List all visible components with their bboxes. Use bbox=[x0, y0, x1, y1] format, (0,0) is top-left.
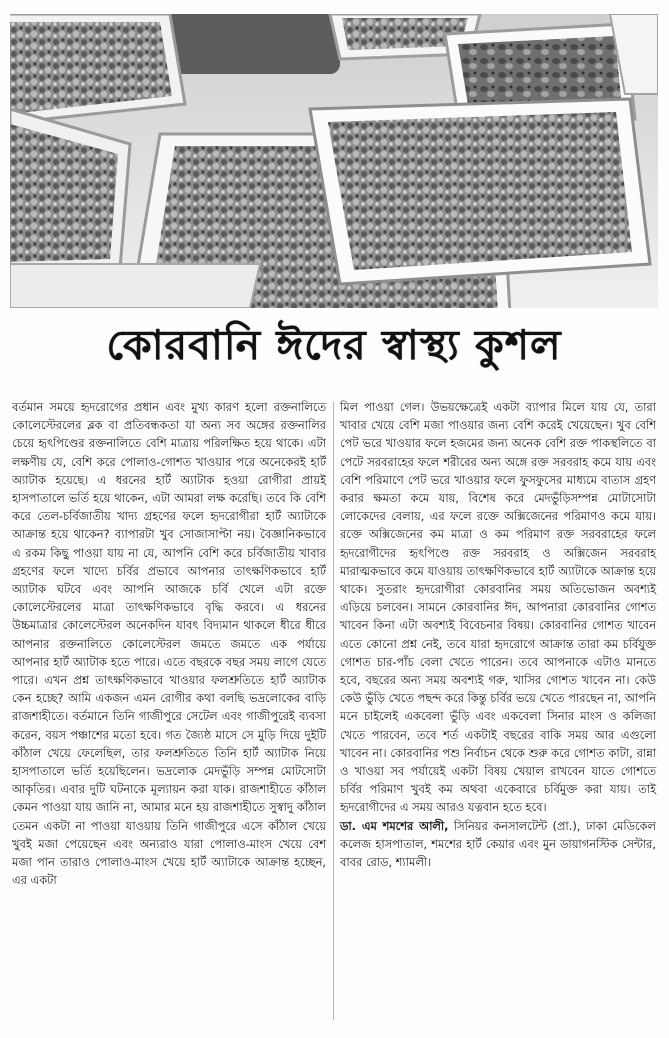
author-name: ডা. এম শমশের আলী, bbox=[340, 818, 449, 833]
food-trays-photo bbox=[10, 14, 658, 308]
headline-box bbox=[10, 312, 658, 384]
article-column-left bbox=[12, 398, 326, 889]
article-text-left: বর্তমান সময়ে হৃদরোগের প্রধান এবং মুখ্য কারণ হলো রক্তনালিতে কোলেস্টেরলের ব্লক বা প্রতিবন্ধকতা যা অন্য সব অঙ্গের রক্তনালির চেয়ে হৃৎপিণ্ডের রক্তনালিতে বেশি মাত্রায় পরিলক্ষিত হয়ে থাকে। এটা লক্ষণীয় যে, বেশি করে পোলাও-গোশত খাওয়ার পরে অনেকেরই হার্ট অ্যাটাক হয়েছে। এ ধরনের হার্ট অ্যাটাক হওয়া রোগীরা প্রায়ই হাসপাতালে ভর্তি হয়ে থাকেন, এটা আমরা লক্ষ করেছি। তবে কি বেশি করে তেল-চর্বিজাতীয় খাদ্য গ্রহণের ফলে হৃদরোগীরা হার্ট অ্যাটাকে আক্রান্ত হয়ে থাকেন? ব্যাপারটা খুব সোজাসাপ্টা নয়। বৈজ্ঞানিকভাবে এ রকম কিছু পাওয়া যায় না যে, আপনি বেশি করে চর্বিজাতীয় খাবার গ্রহণের ফলে খাদ্যে চর্বির প্রভাবে আপনার তাৎক্ষণিকভাবে হার্ট অ্যাটাক ঘটবে এবং আপনি আজকে চর্বি খেলে এটা রক্তে কোলেস্টেরলের মাত্রা তাৎক্ষণিকভাবে বৃদ্ধি করবে। এ ধরনের উচ্চমাত্রার কোলেস্টেরল অনেকদিন যাবৎ বিদ্যমান থাকলে ধীরে ধীরে আপনার রক্তনালিতে কোলেস্টেরল জমতে জমতে এক পর্যায়ে আপনার হার্ট অ্যাটাক হতে পারে। এতে বছরকে বছর সময় লাগে যেতে পারে। এখন প্রশ্ন তাৎক্ষণিকভাবে খাওয়ার ফলশ্রুতিতে হার্ট অ্যাটাক কেন হচ্ছে? আমি একজন এমন রোগীর কথা বলছি ভদ্রলোকের বাড়ি রাজশাহীতে। বর্তমানে তিনি গাজীপুরে সেটেল এবং গাজীপুরেই ব্যবসা করেন, বয়স পঞ্চাশের মতো হবে। গত জ্যৈষ্ঠ মাসে সে মুড়ি দিয়ে দুইটি কাঁঠাল খেয়ে ফেলেছিল, তার ফলশ্রুতিতে তিনি হার্ট অ্যাটাক নিয়ে হাসপাতালে ভর্তি হয়েছিলেন। ভদ্রলোক মেদভুঁড়ি সম্পন্ন মোটসোটা আকৃতির। এবার দুটি ঘটনাকে মূল্যায়ন করা যাক। রাজশাহীতে কাঁঠাল কেমন পাওয়া যায় জানি না, আমার মনে হয় রাজশাহীতে সুস্বাদু কাঁঠাল তেমন একটা না পাওয়া যাওয়ায় তিনি গাজীপুরে এসে কাঁঠাল খেয়ে খুবই মজা পেয়েছেন এবং অন্যরাও যারা পোলাও-মাংস খেয়ে বেশ মজা পান তারাও পোলাও-মাংস খেয়ে হার্ট অ্যাটাকে আক্রান্ত হচ্ছেন, এর একটা bbox=[12, 400, 326, 888]
author-details: সিনিয়র কনসালটেন্ট (প্রা.), ঢাকা মেডিকেল কলেজ হাসপাতাল, শমশের হার্ট কেয়ার এবং মুন ডায়াগনস্টিক সেন্টার, বাবর রোড, শ্যামলী। bbox=[340, 818, 656, 870]
column-divider bbox=[333, 402, 334, 1020]
author-byline bbox=[340, 817, 656, 872]
article-column-right bbox=[340, 398, 656, 871]
headline: কোরবানি ঈদের স্বাস্থ্য কুশল bbox=[106, 320, 562, 369]
tray-right bbox=[310, 99, 650, 284]
tray-top-left bbox=[10, 14, 185, 124]
article-text-right: মিল পাওয়া গেল। উভয়ক্ষেত্রেই একটা ব্যাপার মিলে যায় যে, তারা খাবার খেয়ে বেশি মজা পাওয়ার জন্য বেশি করেই খেয়েছেন। খুব বেশি পেট ভরে খাওয়ার ফলে হজমের জন্য অনেক বেশি রক্ত পাকস্থলিতে বা পেটে সরবরাহের ফলে শরীরের অন্য অঙ্গে রক্ত সরবরাহ কমে যায় এবং বেশি পরিমাণে পেট ভরে খাওয়ার ফলে ফুসফুসের মাধ্যমে বাতাস গ্রহণ করার ক্ষমতা কমে যায়, বিশেষ করে মেদভুঁড়িসম্পন্ন মোটাসোটা লোকেদের বেলায়, এর ফলে রক্তে অক্সিজেনের পরিমাণও কমে যায়। রক্তে অক্সিজেনের কম মাত্রা ও কম পরিমাণ রক্ত সরবরাহের ফলে হৃদরোগীদের হৃৎপিণ্ডে রক্ত সরবরাহ ও অক্সিজেন সরবরাহ মারাত্মকভাবে কমে যাওয়ায় তাৎক্ষণিকভাবে হার্ট অ্যাটাকে আক্রান্ত হয়ে থাকে। সুতরাং হৃদরোগীরা কোরবানির সময় অতিভোজন অবশ্যই এড়িয়ে চলবেন। সামনে কোরবানির ঈদ, আপনারা কোরবানির গোশত খাবেন কিনা এটা অবশ্যই বিবেচনার বিষয়। কোরবানির গোশত খাবেন এতে কোনো প্রশ্ন নেই, তবে যারা হৃদরোগে আক্রান্ত তারা কম চর্বিযুক্ত গোশত চার-পাঁচ বেলা খেতে পারেন। তবে আপনাকে এটাও মানতে হবে, বছরের অন্য সময় অবশ্যই গরু, খাসির গোশত খাবেন না। কেউ কেউ ভুঁড়ি খেতে পছন্দ করে কিন্তু চর্বির ভয়ে খেতে পারছেন না, আপনি মনে চাইলেই একবেলা ভুঁড়ি এবং একবেলা সিনার মাংস ও কলিজা খেতে পারবেন, তবে শর্ত একটাই বছরের বাকি সময় আর এগুলো খাবেন না। কোরবানির পশু নির্বাচন থেকে শুরু করে গোশত কাটা, রান্না ও খাওয়া সব পর্যায়েই একটা বিষয় খেয়াল রাখবেন যাতে গোশতে চর্বির পরিমাণ খুবই কম অথবা একেবারে চর্বিমুক্ত করা যায়। তাই হৃদরোগীদের এ সময় আরও যত্নবান হতে হবে। bbox=[340, 400, 656, 815]
food-photo-illustration bbox=[10, 14, 658, 308]
